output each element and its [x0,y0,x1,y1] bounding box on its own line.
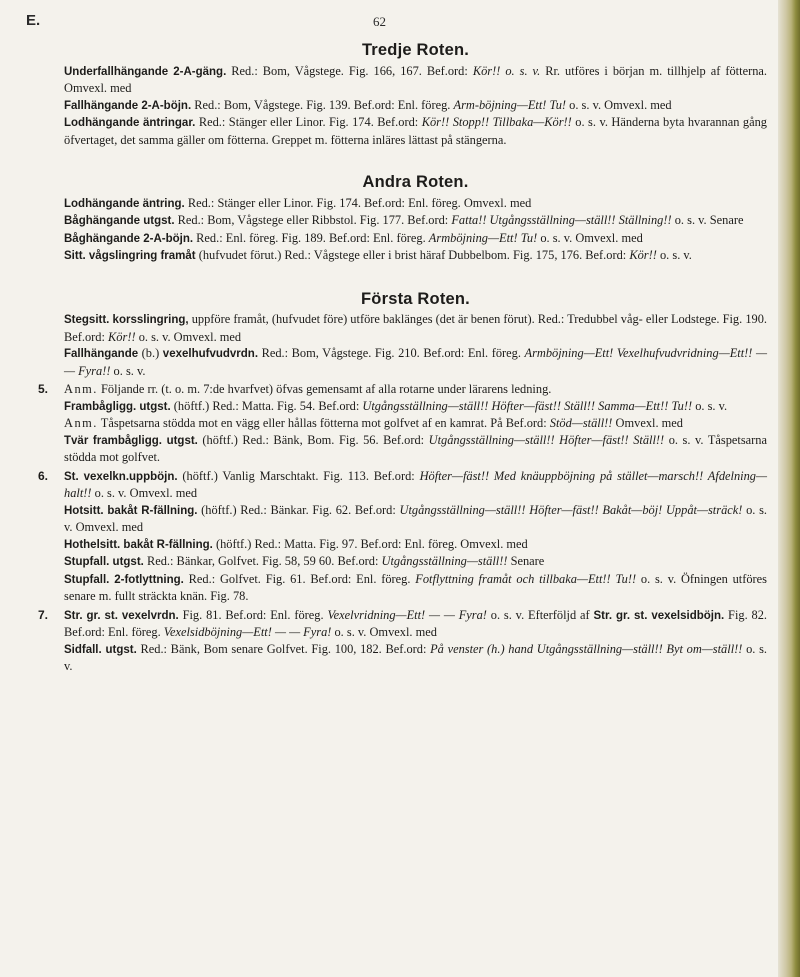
body-text: o. s. v. Omvexl. med [91,486,198,500]
command-text: Vexelsidböjning—Ett! — — Fyra! [163,625,332,639]
body-text: o. s. v. Omvexl. med [135,329,242,344]
paragraph [64,398,767,416]
exercise-term: Stupfall. utgst. [64,556,144,568]
command-text: Kör!! Stopp!! Tillbaka—Kör!! [421,115,572,129]
body-text: o. s. v. Omvexl. med [64,502,767,534]
body-text: (höftf.) Red.: Matta. Fig. 97. Bef.ord: Enl. föreg. Omvexl. med [212,536,528,551]
paragraph [64,502,767,536]
body-text: o. s. v. Öfningen utföres senare m. fullt sträckta knän. Fig. 78. [64,571,767,603]
paragraph [64,432,767,466]
body-text: (höftf.) Vanlig Marschtakt. Fig. 113. Bef.ord: [177,468,420,483]
exercise-term: Underfallhängande 2-A-gäng. [64,65,227,78]
paragraph [64,311,767,345]
body-text: o. s. v. Tåspetsarna stödda mot golfvet. [64,432,767,464]
paragraph [64,468,767,502]
section-heading: Tredje Roten. [361,41,470,59]
command-text: Fotflyttning framåt och tillbaka—Ett!! Tu!! [415,571,637,586]
body-text: Red.: Golfvet. Fig. 61. Bef.ord: Enl. föreg. [183,571,416,586]
note-label: Anm. [64,382,98,396]
body-text: o. s. v. Händerna byta hvarannan gång öfvertaget, det samma gäller om fötterna. Greppet m. fötterna inläres lättast på stängerna. [64,115,767,147]
exercise-term: Båghängande utgst. [64,215,175,227]
exercise-term: St. vexelkn.uppböjn. [64,470,178,483]
numbered-item [38,381,767,466]
command-text: På venster (h.) hand Utgångsställning—ställ!! Byt om—ställ!! [430,641,743,656]
exercise-term: Sidfall. utgst. [64,643,137,656]
body-text: Red.: Stänger eller Linor. Fig. 174. Bef.ord: [195,115,422,129]
body-text: Fig. 81. Bef.ord: Enl. föreg. [178,607,328,622]
exercise-term: Båghängande 2-A-böjn. [64,232,194,245]
page-edge [778,0,800,977]
body-text: Red.: Bom, Vågstege. Fig. 139. Bef.ord: Enl. föreg. [191,97,454,112]
command-text: Utgångsställning—ställ!! [381,554,508,568]
note-label: Anm. [64,416,98,430]
body-text: Fig. 82. Bef.ord: Enl. föreg. [64,607,768,639]
corner-letter: E. [26,12,41,29]
command-text: Kör!! [629,248,657,262]
body-text: uppföre framåt, (hufvudet före) utföre baklänges (det är benen förut). Red.: Tredubbel våg- eller Lodstege. Fig. 190. Bef.ord: [64,312,767,344]
exercise-term: Tvär frambågligg. utgst. [64,434,198,447]
command-text: Fatta!! Utgångsställning—ställ!! Ställning!! [451,213,672,227]
command-text: Kör!! [108,329,136,344]
numbered-item [38,607,768,675]
paragraph [64,114,767,148]
exercise-term: Str. gr. st. vexelsidböjn. [593,609,725,622]
body-text: Red.: Bänkar, Golfvet. Fig. 58, 59 60. Bef.ord: [143,554,382,568]
command-text: Utgångsställning—ställ!! Höfter—fäst!! Ställ!! [428,432,665,447]
exercise-term: Lodhängande äntringar. [64,117,196,129]
body-text: Red.: Bom, Vågstege eller Ribbstol. Fig. 177. Bef.ord: [174,213,452,227]
command-text: Kör!! o. s. v. [472,63,541,78]
paragraph [64,247,767,265]
command-text: Stöd—ställ!! [549,416,613,430]
exercise-term: Hothelsitt. bakåt R-fällning. [64,538,213,551]
command-text: Utgångsställning—ställ!! Höfter—fäst!! Ställ!! Samma—Ett!! Tu!! [362,398,693,413]
exercise-term: Stupfall. 2-fotlyttning. [64,573,184,586]
numbered-item [38,468,768,605]
body-text: Senare [507,554,545,568]
body-text: (höftf.) Red.: Matta. Fig. 54. Bef.ord: [170,398,363,413]
paragraph [64,641,767,675]
paragraph [64,195,767,213]
paragraph [64,381,767,398]
body-text: Red.: Bom, Vågstege. Fig. 166, 167. Bef.ord: [226,63,473,78]
body-text: (b.) [138,346,163,360]
body-text: o. s. v. Omvexl. med [331,625,437,639]
command-text: Armböjning—Ett! Vexelhufvudvridning—Ett!! — — Fyra!! [64,346,767,378]
exercise-term: Hotsitt. bakåt R-fällning. [64,504,198,517]
section-heading: Andra Roten. [362,173,469,191]
body-text: (höftf.) Red.: Bänk, Bom. Fig. 56. Bef.ord: [197,432,429,447]
exercise-term: vexelhufvudvrdn. [162,348,259,360]
paragraph [64,230,767,248]
body-text: o. s. v. [64,641,767,673]
command-text: Utgångsställning—ställ!! Höfter—fäst!! Bakåt—böj! Uppåt—sträck! [399,502,743,517]
paragraph [64,212,767,230]
exercise-term: Sitt. vågslingring framåt [64,250,196,262]
body-text: Omvexl. med [612,416,683,430]
item-number: 7. [38,607,49,622]
body-text: o. s. v. Omvexl. med [537,230,643,245]
rote-section [64,291,767,380]
body-text: Tåspetsarna stödda mot en vägg eller hållas fötterna mot golfvet af en kamrat. På Bef.ord: [97,416,550,430]
body-text: o. s. v. Efterföljd af [486,607,594,622]
paragraph [64,553,767,571]
paragraph [64,536,767,554]
body-text: Följande rr. (t. o. m. 7:de hvarfvet) öfvas gemensamt af alla rotarne under lärarens ledning. [97,382,552,396]
command-text: Vexelvridning—Ett! — — Fyra! [327,607,487,622]
body-text: (höftf.) Red.: Bänkar. Fig. 62. Bef.ord: [197,502,400,517]
page-content [38,36,768,675]
body-text: o. s. v. [110,363,146,378]
exercise-term: Frambågligg. utgst. [64,400,171,413]
rote-section [64,42,767,148]
paragraph [64,571,767,605]
body-text: Red.: Bom, Vågstege. Fig. 210. Bef.ord: Enl. föreg. [258,346,525,360]
root-sections [64,42,767,379]
exercise-term: Str. gr. st. vexelvrdn. [64,609,179,622]
body-text: Red.: Stänger eller Linor. Fig. 174. Bef.ord: Enl. föreg. Omvexl. med [184,195,532,210]
paragraph [64,345,767,379]
page-number: 62 [373,14,386,29]
command-text: Höfter—fäst!! Med knäuppböjning på stället—marsch!! Afdelning—halt!! [64,468,768,500]
exercise-term: Stegsitt. korsslingring, [64,314,189,326]
body-text: o. s. v. Omvexl. med [566,97,672,112]
numbered-items [38,381,768,675]
item-number: 5. [38,382,49,396]
body-text: o. s. v. [656,248,692,262]
body-text: (hufvudet förut.) Red.: Vågstege eller i brist häraf Dubbelbom. Fig. 175, 176. Bef.ord: [195,248,630,262]
command-text: Armböjning—Ett! Tu! [428,230,538,245]
paragraph [64,415,767,432]
body-text: Red.: Bänk, Bom senare Golfvet. Fig. 100, 182. Bef.ord: [136,641,431,656]
paragraph [64,607,767,641]
body-text: Rr. utföres i början m. tillhjelp af fötterna. Omvexl. med [64,63,767,95]
command-text: Arm-böjning—Ett! Tu! [453,97,567,112]
body-text: o. s. v. Senare [671,213,744,227]
rote-section [64,174,767,265]
exercise-term: Fallhängande 2-A-böjn. [64,99,192,112]
paragraph [64,63,767,97]
exercise-term: Lodhängande äntring. [64,197,185,210]
paragraph [64,97,767,115]
section-heading: Första Roten. [361,289,470,308]
item-number: 6. [38,468,49,483]
body-text: Red.: Enl. föreg. Fig. 189. Bef.ord: Enl. föreg. [193,230,429,245]
exercise-term: Fallhängande [64,348,139,360]
body-text: o. s. v. [692,398,728,413]
